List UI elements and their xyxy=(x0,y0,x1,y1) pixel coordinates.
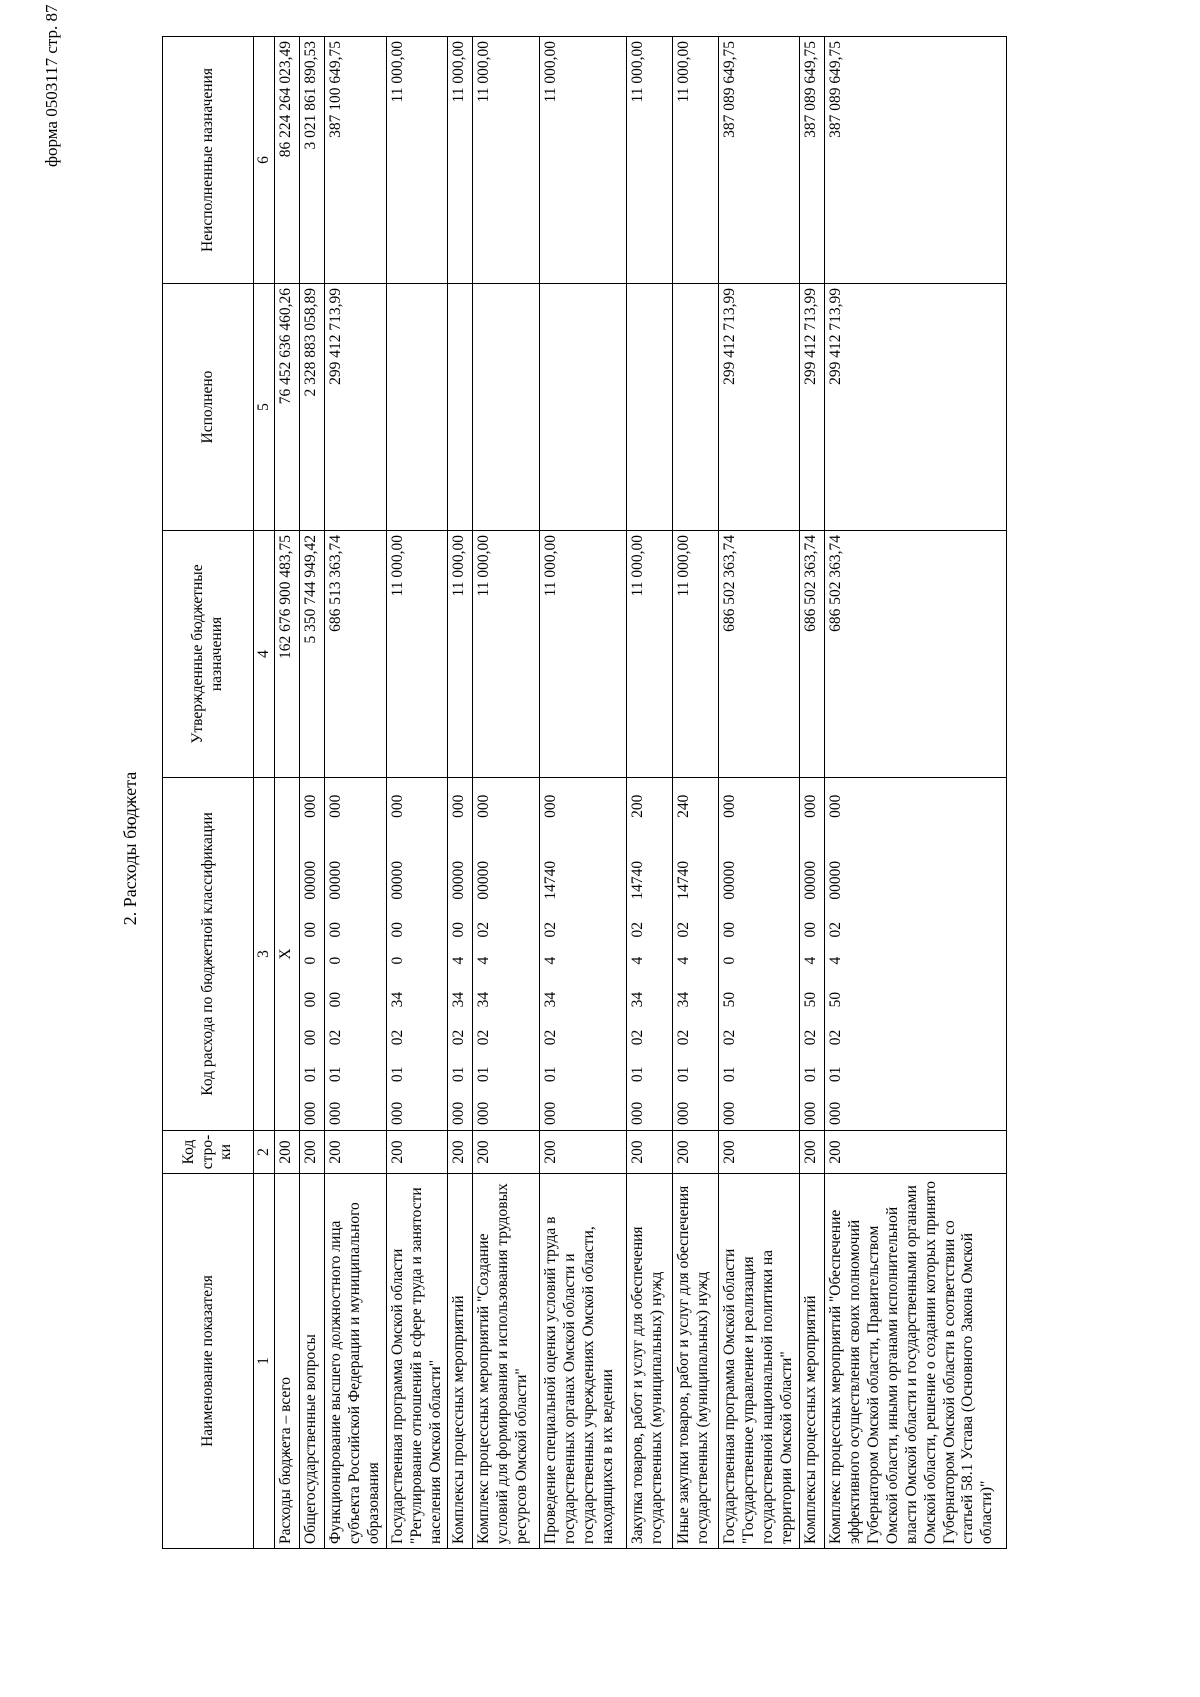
class-code-part: 34 xyxy=(675,991,693,1008)
class-code-parts xyxy=(275,778,296,1130)
header-unexecuted: Неисполненные назначения xyxy=(163,37,254,284)
row-unexecuted: 11 000,00 xyxy=(386,37,448,284)
class-code-parts xyxy=(300,778,321,1130)
class-code-parts xyxy=(627,778,648,1130)
class-code-part: 34 xyxy=(542,991,560,1008)
row-name: Иные закупки товаров, работ и услуг для обеспечения государственных (муниципальных) нужд xyxy=(673,1174,719,1549)
class-code-part: 34 xyxy=(450,991,468,1008)
class-code-part: 01 xyxy=(475,1066,493,1083)
row-unexecuted: 387 089 649,75 xyxy=(719,37,800,284)
form-label: форма 0503117 стр. 87 xyxy=(42,4,61,167)
class-code-part: 02 xyxy=(542,1029,560,1046)
class-code-part: 00 xyxy=(302,1029,319,1046)
row-approved: 686 513 363,74 xyxy=(325,531,387,778)
class-code-part: 00000 xyxy=(302,860,319,900)
class-code-part: 000 xyxy=(302,1101,319,1125)
row-line-code: 200 xyxy=(386,1131,448,1174)
row-executed: 76 452 636 460,26 xyxy=(275,284,300,531)
row-line-code: 200 xyxy=(800,1131,825,1174)
class-code-part: 14740 xyxy=(542,860,560,900)
class-code-part: 00000 xyxy=(388,860,406,900)
class-code-part: 000 xyxy=(629,1101,647,1125)
class-code-part: 00 xyxy=(327,922,344,938)
class-code-part: X xyxy=(277,948,294,960)
row-executed: 299 412 713,99 xyxy=(800,284,825,531)
class-code-part: 34 xyxy=(475,991,493,1008)
row-executed: 299 412 713,99 xyxy=(825,284,1007,531)
row-unexecuted: 387 089 649,75 xyxy=(825,37,1007,284)
class-code-part: 01 xyxy=(542,1066,560,1083)
class-code-part: 34 xyxy=(629,991,647,1008)
row-name: Общегосударственные вопросы xyxy=(300,1174,325,1549)
class-code-part: 50 xyxy=(827,991,845,1008)
class-code-part: 02 xyxy=(629,922,647,938)
class-code-part: 00 xyxy=(450,922,468,938)
header-line-code: Код стро-ки xyxy=(163,1131,254,1174)
row-unexecuted: 11 000,00 xyxy=(540,37,627,284)
class-code-part: 4 xyxy=(629,956,647,965)
class-code-part: 00 xyxy=(388,922,406,938)
class-code-part: 00000 xyxy=(827,860,845,900)
class-code-part: 00000 xyxy=(721,860,739,900)
class-code-part: 200 xyxy=(629,794,647,818)
row-approved: 686 502 363,74 xyxy=(800,531,825,778)
row-class-code xyxy=(300,778,325,1131)
class-code-part: 50 xyxy=(802,991,820,1008)
row-line-code: 200 xyxy=(448,1131,473,1174)
class-code-part: 000 xyxy=(827,794,845,818)
class-code-part: 000 xyxy=(675,1101,693,1125)
expenses-table xyxy=(162,36,1007,1549)
class-code-part: 01 xyxy=(450,1066,468,1083)
class-code-part: 02 xyxy=(327,1029,344,1046)
class-code-part: 00000 xyxy=(327,860,344,900)
row-class-code xyxy=(325,778,387,1131)
row-unexecuted: 11 000,00 xyxy=(627,37,673,284)
table-body xyxy=(275,37,1007,1549)
row-name: Комплекс процессных мероприятий "Обеспечение эффективного осуществления своих полномочий Губернатором Омской области, Правительством Омской области, иными органами исполнительной власти Омской области и государственными органами Омской области, решение о создании которых принято Губернатором Омской области в соответствии со статьей 58.1 Устава (Основного Закона Омской области)" xyxy=(825,1174,1007,1549)
row-approved: 11 000,00 xyxy=(627,531,673,778)
class-code-part: 4 xyxy=(542,956,560,965)
row-name: Государственная программа Омской области "Регулирование отношений в сфере труда и занятости населения Омской области" xyxy=(386,1174,448,1549)
header-executed: Исполнено xyxy=(163,284,254,531)
class-code-part: 02 xyxy=(802,1029,820,1046)
class-code-part: 000 xyxy=(327,794,344,818)
class-code-part: 000 xyxy=(388,794,406,818)
row-line-code: 200 xyxy=(325,1131,387,1174)
header-approved: Утвержденные бюджетные назначения xyxy=(163,531,254,778)
class-code-parts xyxy=(673,778,694,1130)
row-class-code xyxy=(275,778,300,1131)
class-code-part: 0 xyxy=(721,956,739,965)
row-class-code xyxy=(825,778,1007,1131)
table-row xyxy=(275,37,300,1549)
class-code-part: 01 xyxy=(827,1066,845,1083)
col-number: 1 xyxy=(254,1174,275,1549)
row-class-code xyxy=(800,778,825,1131)
class-code-part: 240 xyxy=(675,794,693,818)
table-row xyxy=(473,37,540,1549)
row-name: Комплекс процессных мероприятий "Создание условий для формирования и использования трудовых ресурсов Омской области" xyxy=(473,1174,540,1549)
row-approved: 5 350 744 949,42 xyxy=(300,531,325,778)
class-code-part: 4 xyxy=(827,956,845,965)
row-approved: 11 000,00 xyxy=(473,531,540,778)
row-executed xyxy=(386,284,448,531)
class-code-part: 000 xyxy=(827,1101,845,1125)
row-line-code: 200 xyxy=(540,1131,627,1174)
class-code-part: 14740 xyxy=(675,860,693,900)
table-row xyxy=(540,37,627,1549)
class-code-part: 00 xyxy=(802,922,820,938)
row-unexecuted: 11 000,00 xyxy=(448,37,473,284)
row-class-code xyxy=(473,778,540,1131)
row-unexecuted: 387 089 649,75 xyxy=(800,37,825,284)
row-executed xyxy=(473,284,540,531)
row-executed xyxy=(673,284,719,531)
row-class-code xyxy=(448,778,473,1131)
class-code-part: 02 xyxy=(475,922,493,938)
class-code-part: 00 xyxy=(302,991,319,1008)
row-class-code xyxy=(627,778,673,1131)
class-code-part: 02 xyxy=(675,1029,693,1046)
class-code-part: 000 xyxy=(721,1101,739,1125)
column-number-row xyxy=(254,37,275,1549)
row-unexecuted: 11 000,00 xyxy=(473,37,540,284)
class-code-part: 02 xyxy=(721,1029,739,1046)
table-row xyxy=(719,37,800,1549)
class-code-parts xyxy=(448,778,469,1130)
class-code-part: 02 xyxy=(542,922,560,938)
row-line-code: 200 xyxy=(300,1131,325,1174)
class-code-part: 00 xyxy=(721,922,739,938)
row-name: Закупка товаров, работ и услуг для обеспечения государственных (муниципальных) нужд xyxy=(627,1174,673,1549)
class-code-part: 00 xyxy=(302,922,319,938)
class-code-part: 4 xyxy=(675,956,693,965)
class-code-part: 01 xyxy=(327,1066,344,1083)
class-code-part: 4 xyxy=(450,956,468,965)
row-name: Функционирование высшего должностного лица субъекта Российской Федерации и муниципального образования xyxy=(325,1174,387,1549)
class-code-part: 000 xyxy=(450,1101,468,1125)
class-code-part: 000 xyxy=(475,1101,493,1125)
class-code-part: 000 xyxy=(475,794,493,818)
header-name: Наименование показателя xyxy=(163,1174,254,1549)
header-class-code: Код расхода по бюджетной классификации xyxy=(163,778,254,1131)
row-unexecuted: 387 100 649,75 xyxy=(325,37,387,284)
row-approved: 11 000,00 xyxy=(386,531,448,778)
row-unexecuted: 3 021 861 890,53 xyxy=(300,37,325,284)
class-code-part: 000 xyxy=(388,1101,406,1125)
class-code-part: 01 xyxy=(675,1066,693,1083)
row-approved: 686 502 363,74 xyxy=(825,531,1007,778)
class-code-parts xyxy=(325,778,346,1130)
class-code-part: 000 xyxy=(302,794,319,818)
table-row xyxy=(386,37,448,1549)
class-code-part: 02 xyxy=(675,922,693,938)
col-number: 6 xyxy=(254,37,275,284)
class-code-part: 34 xyxy=(388,991,406,1008)
row-executed xyxy=(448,284,473,531)
row-executed: 299 412 713,99 xyxy=(719,284,800,531)
class-code-part: 01 xyxy=(629,1066,647,1083)
class-code-part: 000 xyxy=(802,794,820,818)
row-line-code: 200 xyxy=(719,1131,800,1174)
row-unexecuted: 11 000,00 xyxy=(673,37,719,284)
row-executed: 2 328 883 058,89 xyxy=(300,284,325,531)
row-approved: 162 676 900 483,75 xyxy=(275,531,300,778)
row-executed xyxy=(540,284,627,531)
class-code-part: 0 xyxy=(327,956,344,965)
table-row xyxy=(825,37,1007,1549)
class-code-parts xyxy=(540,778,561,1130)
col-number: 5 xyxy=(254,284,275,531)
header-row xyxy=(163,37,254,1549)
class-code-parts xyxy=(387,778,408,1130)
class-code-part: 14740 xyxy=(629,860,647,900)
row-name: Государственная программа Омской области "Государственное управление и реализация государственной национальной политики на территории Омской области" xyxy=(719,1174,800,1549)
class-code-part: 02 xyxy=(827,922,845,938)
class-code-part: 00000 xyxy=(450,860,468,900)
class-code-part: 00000 xyxy=(802,860,820,900)
class-code-parts xyxy=(473,778,494,1130)
row-name: Комплексы процессных мероприятий xyxy=(448,1174,473,1549)
table-row xyxy=(627,37,673,1549)
class-code-part: 02 xyxy=(827,1029,845,1046)
class-code-parts xyxy=(825,778,846,1130)
table-row xyxy=(800,37,825,1549)
row-class-code xyxy=(386,778,448,1131)
class-code-part: 000 xyxy=(542,1101,560,1125)
col-number: 3 xyxy=(254,778,275,1131)
class-code-part: 00000 xyxy=(475,860,493,900)
class-code-part: 02 xyxy=(450,1029,468,1046)
row-approved: 11 000,00 xyxy=(540,531,627,778)
row-line-code: 200 xyxy=(473,1131,540,1174)
row-executed xyxy=(627,284,673,531)
row-line-code: 200 xyxy=(275,1131,300,1174)
class-code-part: 000 xyxy=(721,794,739,818)
class-code-part: 000 xyxy=(450,794,468,818)
col-number: 2 xyxy=(254,1131,275,1174)
class-code-part: 02 xyxy=(388,1029,406,1046)
class-code-part: 4 xyxy=(475,956,493,965)
table-row xyxy=(448,37,473,1549)
row-line-code: 200 xyxy=(673,1131,719,1174)
row-approved: 11 000,00 xyxy=(448,531,473,778)
row-approved: 686 502 363,74 xyxy=(719,531,800,778)
row-class-code xyxy=(719,778,800,1131)
class-code-part: 0 xyxy=(388,956,406,965)
row-class-code xyxy=(673,778,719,1131)
class-code-part: 50 xyxy=(721,991,739,1008)
class-code-part: 000 xyxy=(802,1101,820,1125)
col-number: 4 xyxy=(254,531,275,778)
section-title: 2. Расходы бюджета xyxy=(120,771,140,926)
class-code-part: 4 xyxy=(802,956,820,965)
row-line-code: 200 xyxy=(825,1131,1007,1174)
class-code-part: 000 xyxy=(542,794,560,818)
class-code-part: 01 xyxy=(802,1066,820,1083)
row-name: Комплексы процессных мероприятий xyxy=(800,1174,825,1549)
row-approved: 11 000,00 xyxy=(673,531,719,778)
class-code-parts xyxy=(719,778,740,1130)
class-code-part: 02 xyxy=(475,1029,493,1046)
row-unexecuted: 86 224 264 023,49 xyxy=(275,37,300,284)
class-code-part: 00 xyxy=(327,991,344,1008)
row-executed: 299 412 713,99 xyxy=(325,284,387,531)
row-name: Проведение специальной оценки условий труда в государственных органах Омской области и государственных учреждениях Омской области, находящихся в их ведении xyxy=(540,1174,627,1549)
class-code-part: 02 xyxy=(629,1029,647,1046)
class-code-part: 01 xyxy=(388,1066,406,1083)
table-row xyxy=(325,37,387,1549)
row-class-code xyxy=(540,778,627,1131)
class-code-part: 000 xyxy=(327,1101,344,1125)
table-row xyxy=(300,37,325,1549)
class-code-part: 0 xyxy=(302,956,319,965)
row-name: Расходы бюджета – всего xyxy=(275,1174,300,1549)
class-code-part: 01 xyxy=(721,1066,739,1083)
row-line-code: 200 xyxy=(627,1131,673,1174)
class-code-part: 01 xyxy=(302,1066,319,1083)
table-row xyxy=(673,37,719,1549)
class-code-parts xyxy=(800,778,821,1130)
